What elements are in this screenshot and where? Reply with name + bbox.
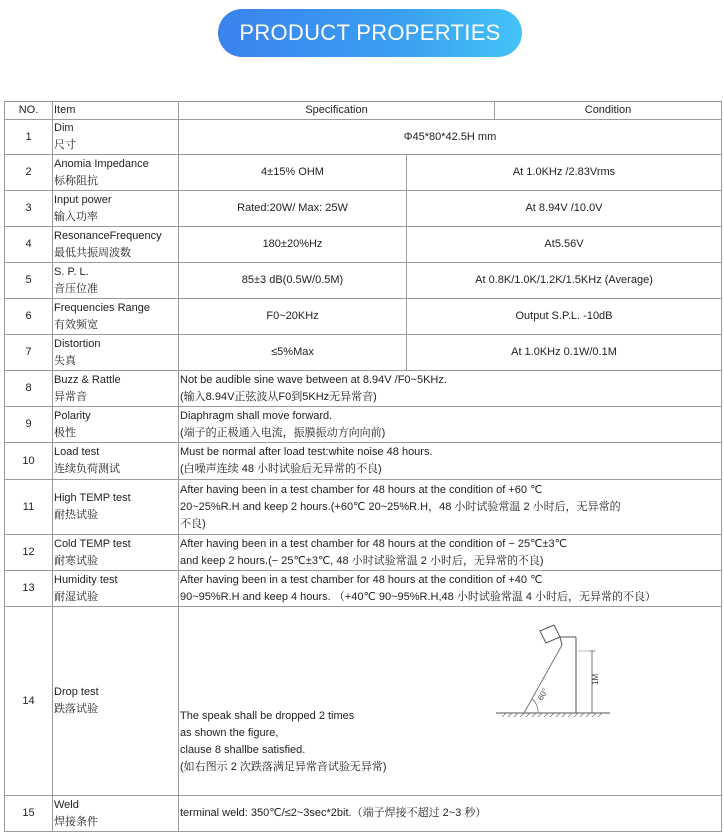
requirement-line: (端子的正极通入电流，振膜振动方向向前) (180, 426, 386, 439)
requirement-cell (179, 535, 722, 571)
requirement-line: After having been in a test chamber for 48 hours at the condition of − 25℃±3℃ (180, 537, 567, 550)
item-name-cn: 连续负荷测试 (54, 463, 120, 475)
requirement-line: 20~25%R.H and keep 2 hours.(+60℃ 20~25%R.H，48 小时试验常温 2 小时后，无异常的 (180, 500, 621, 513)
item-name-en: Drop test (54, 686, 99, 698)
table-row (5, 155, 722, 191)
item-name-cn: 耐湿试验 (54, 590, 98, 603)
requirement-line: After having been in a test chamber for 48 hours at the condition of +60 ℃ (180, 483, 543, 496)
table-row (5, 335, 722, 371)
item-name-cn: 失真 (54, 354, 76, 367)
item-cell (53, 191, 179, 227)
table-row (5, 371, 722, 407)
condition-cell: At 8.94V /10.0V (407, 191, 722, 227)
header-condition: Condition (495, 102, 722, 120)
row-number: 8 (5, 371, 53, 407)
item-name-en: Distortion (54, 337, 101, 350)
requirement-line: The speak shall be dropped 2 times (180, 710, 355, 722)
requirement-line: (输入8.94V正弦波从F0到5KHz无异常音) (180, 390, 377, 403)
condition-cell: At 0.8K/1.0K/1.2K/1.5KHz (Average) (407, 263, 722, 299)
item-name-cn: 耐热试验 (54, 509, 98, 521)
item-name-cn: 音压位准 (54, 282, 98, 295)
item-cell (53, 371, 179, 407)
requirement-cell (179, 571, 722, 607)
row-number: 3 (5, 191, 53, 227)
table-row (5, 191, 722, 227)
item-name-cn: 极性 (54, 426, 76, 439)
requirement-line: 90~95%R.H and keep 4 hours. （+40℃ 90~95%R.H,48 小时试验常温 4 小时后，无异常的不良） (180, 590, 657, 603)
item-cell (53, 227, 179, 263)
row-number: 4 (5, 227, 53, 263)
row-number: 14 (5, 607, 53, 796)
row-number: 10 (5, 443, 53, 480)
item-cell (53, 335, 179, 371)
header-specification: Specification (179, 102, 495, 120)
specification-cell: F0~20KHz (179, 299, 407, 335)
table-row (5, 120, 722, 155)
item-name-en: Dim (54, 122, 74, 134)
specification-cell: ≤5%Max (179, 335, 407, 371)
condition-cell: At 1.0KHz 0.1W/0.1M (407, 335, 722, 371)
header-item: Item (53, 102, 179, 120)
requirement-line: (白噪声连续 48 小时试验后无异常的不良) (180, 463, 382, 475)
item-name-en: S. P. L. (54, 265, 89, 278)
item-name-en: Anomia Impedance (54, 157, 149, 170)
angle-label: 60° (535, 687, 550, 702)
specification-cell: 4±15% OHM (179, 155, 407, 191)
product-properties-table (4, 101, 722, 832)
item-name-cn: 有效频宽 (54, 318, 98, 331)
requirement-cell (179, 607, 722, 796)
specification-cell: Rated:20W/ Max: 25W (179, 191, 407, 227)
specification-cell: 85±3 dB(0.5W/0.5M) (179, 263, 407, 299)
row-number: 9 (5, 407, 53, 443)
table-row (5, 571, 722, 607)
item-name-cn: 输入功率 (54, 210, 98, 223)
item-cell (53, 407, 179, 443)
product-properties-banner (218, 9, 522, 57)
table-header-row (5, 102, 722, 120)
item-name-cn: 最低共振周波数 (54, 246, 131, 259)
condition-cell: At5.56V (407, 227, 722, 263)
item-name-cn: 尺寸 (54, 139, 76, 151)
row-number: 15 (5, 796, 53, 832)
table-row (5, 535, 722, 571)
item-cell (53, 571, 179, 607)
condition-cell: Output S.P.L. -10dB (407, 299, 722, 335)
row-number: 5 (5, 263, 53, 299)
drop-test-figure (494, 621, 614, 721)
requirement-line: Diaphragm shall move forward. (180, 409, 333, 422)
item-cell (53, 607, 179, 796)
item-name-cn: 标称阻抗 (54, 174, 98, 187)
requirement-line: terminal weld: 350℃/≤2~3sec*2bit.（端子焊接不超过 2~3 秒） (180, 807, 487, 819)
speaker-icon (524, 625, 576, 713)
requirement-line: clause 8 shallbe satisfied. (180, 744, 306, 756)
requirement-cell (179, 407, 722, 443)
requirement-line: as shown the figure, (180, 727, 279, 739)
item-name-cn: 跌落试验 (54, 703, 98, 715)
requirement-line: Must be normal after load test:white noise 48 hours. (180, 446, 433, 458)
requirement-line: Not be audible sine wave between at 8.94V /F0~5KHz. (180, 373, 447, 386)
specification-cell: 180±20%Hz (179, 227, 407, 263)
requirement-cell (179, 371, 722, 407)
condition-cell: At 1.0KHz /2.83Vrms (407, 155, 722, 191)
row-number: 2 (5, 155, 53, 191)
item-name-en: Input power (54, 193, 112, 206)
row-number: 6 (5, 299, 53, 335)
table-row (5, 607, 722, 796)
table-row (5, 443, 722, 480)
table-row (5, 796, 722, 832)
item-name-en: Buzz & Rattle (54, 373, 121, 386)
item-name-en: ResonanceFrequency (54, 229, 162, 242)
angle-arc (532, 699, 538, 713)
table-row (5, 480, 722, 535)
item-cell (53, 796, 179, 832)
table-row (5, 407, 722, 443)
item-name-en: Load test (54, 446, 100, 458)
item-name-cn: 耐寒试验 (54, 554, 98, 567)
requirement-cell (179, 480, 722, 535)
header-no: NO. (5, 102, 53, 120)
requirement-line: 不良) (180, 517, 206, 530)
row-number: 1 (5, 120, 53, 155)
item-name-en: Cold TEMP test (54, 537, 131, 550)
table-row (5, 263, 722, 299)
item-cell (53, 263, 179, 299)
item-cell (53, 155, 179, 191)
height-label: 1M (591, 673, 600, 685)
item-cell (53, 443, 179, 480)
item-name-cn: 焊接条件 (54, 815, 98, 828)
item-cell (53, 299, 179, 335)
item-name-en: Humidity test (54, 573, 118, 586)
row-number: 11 (5, 480, 53, 535)
row-number: 7 (5, 335, 53, 371)
item-name-en: Polarity (54, 409, 91, 422)
row-number: 13 (5, 571, 53, 607)
table-row (5, 299, 722, 335)
requirement-line: and keep 2 hours.(− 25℃±3℃, 48 小时试验常温 2 小时后，无异常的不良) (180, 554, 544, 567)
requirement-line: (如右图示 2 次跌落满足异常音试验无异常) (180, 761, 387, 773)
requirement-line: After having been in a test chamber for 48 hours at the condition of +40 ℃ (180, 573, 543, 586)
row-number: 12 (5, 535, 53, 571)
table-row (5, 227, 722, 263)
item-name-cn: 异常音 (54, 390, 87, 403)
item-name-en: High TEMP test (54, 492, 131, 504)
floor-icon (496, 713, 610, 717)
requirement-cell (179, 796, 722, 832)
item-name-en: Frequencies Range (54, 301, 151, 314)
item-name-en: Weld (54, 798, 79, 811)
specification-cell: Φ45*80*42.5H mm (179, 120, 722, 155)
banner-title: PRODUCT PROPERTIES (239, 20, 501, 45)
requirement-cell (179, 443, 722, 480)
item-cell (53, 120, 179, 155)
item-cell (53, 480, 179, 535)
item-cell (53, 535, 179, 571)
